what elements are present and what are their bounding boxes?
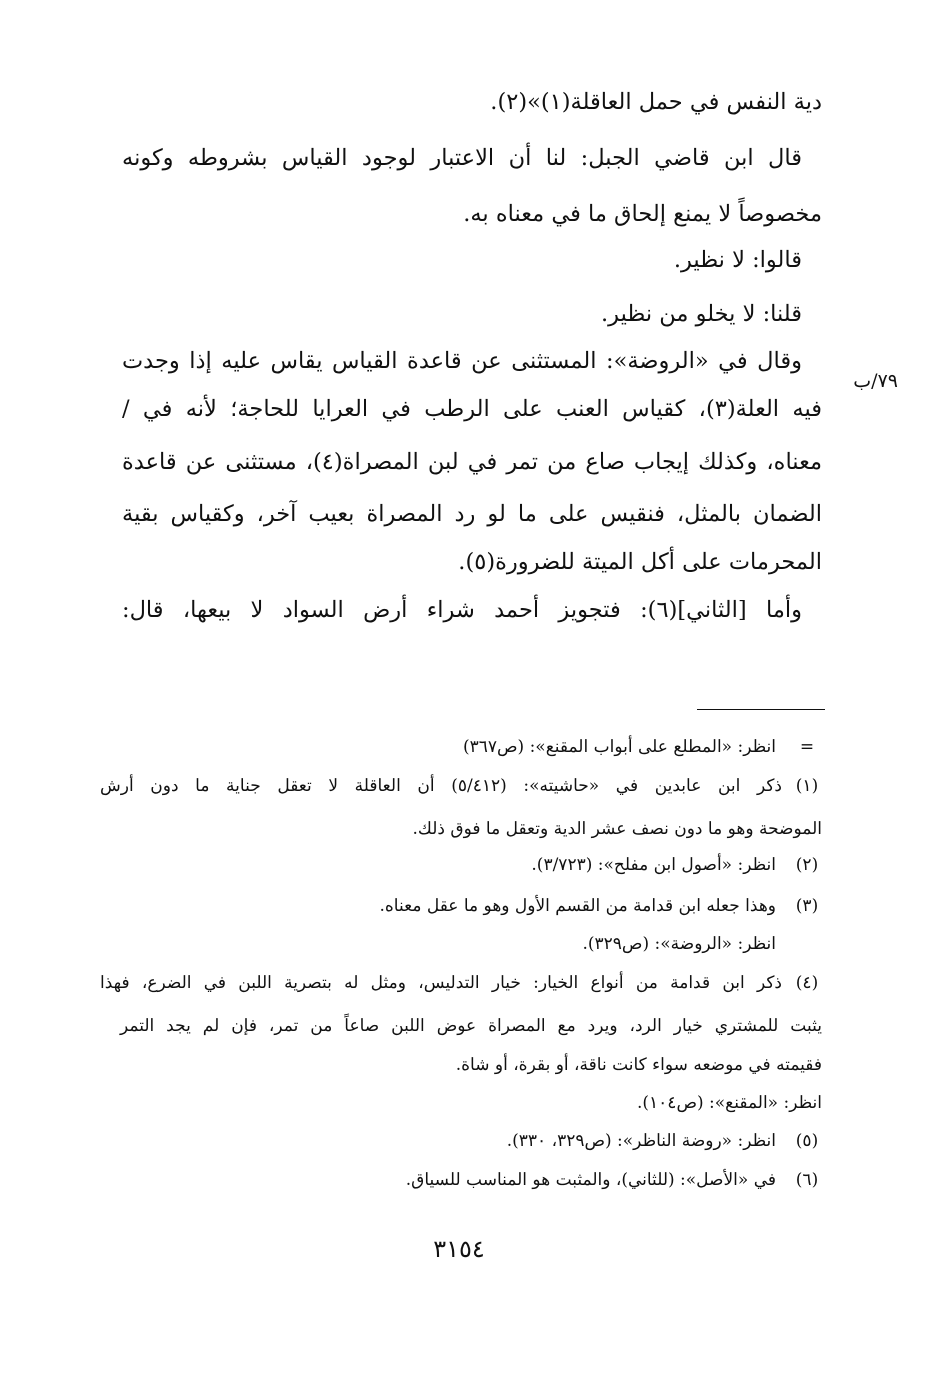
footnote-number: (٣)	[795, 896, 819, 916]
footnote-text: انظر: «أصول ابن مفلح»: (٣/٧٢٣).	[531, 855, 776, 875]
main-text-line: قالوا: لا نظير.	[673, 247, 802, 273]
main-text-line: معناه، وكذلك إيجاب صاع من تمر في لبن المصراة(٤)، مستثنى عن قاعدة	[122, 449, 822, 475]
footnote-text: انظر: «المطلع على أبواب المقنع»: (ص٣٦٧)	[462, 737, 776, 757]
footnote-separator	[697, 709, 825, 710]
footnote-number: (٦)	[795, 1170, 819, 1190]
main-text-line: المحرمات على أكل الميتة للضرورة(٥).	[458, 549, 822, 575]
footnote-number: (٥)	[795, 1131, 819, 1151]
footnote-text: وهذا جعله ابن قدامة من القسم الأول وهو ما عقل معناه.	[379, 896, 776, 916]
footnote-text: انظر: «الروضة»: (ص٣٢٩).	[582, 934, 776, 954]
main-text-line: وقال في «الروضة»: المستثنى عن قاعدة القياس يقاس عليه إذا وجدت	[122, 348, 802, 374]
main-text-line: قلنا: لا يخلو من نظير.	[601, 301, 802, 327]
footnote-text: في «الأصل»: (للثاني)، والمثبت هو المناسب للسياق.	[405, 1170, 776, 1190]
footnote-text: فقيمته في موضعه سواء كانت ناقة، أو بقرة، أو شاة.	[455, 1055, 822, 1075]
footnote-text: يثبت للمشتري خيار الرد، ويرد مع المصراة عوض اللبن صاعاً من تمر، فإن لم يجد التمر	[120, 1016, 822, 1036]
footnote-text: انظر: «روضة الناظر»: (ص٣٢٩، ٣٣٠).	[506, 1131, 776, 1151]
footnote-number: (٤)	[795, 973, 819, 993]
main-text-line: فيه العلة(٣)، كقياس العنب على الرطب في العرايا للحاجة؛ لأنه في /	[122, 396, 822, 422]
footnote-text: الموضحة وهو ما دون نصف عشر الدية وتعقل ما فوق ذلك.	[412, 819, 822, 839]
footnote-text: ذكر ابن قدامة من أنواع الخيار: خيار التدليس، ومثل له بتصرية اللبن في الضرع، فهذا	[100, 973, 782, 993]
main-text-line: الضمان بالمثل، فنقيس على ما لو رد المصراة بعيب آخر، وكقياس بقية	[122, 501, 822, 527]
footnote-number: (٢)	[795, 855, 819, 875]
main-text-line: وأما [الثاني](٦): فتجويز أحمد شراء أرض السواد لا بيعها، قال:	[122, 597, 803, 623]
page-number: ٣١٥٤	[433, 1235, 485, 1263]
main-text-line: دية النفس في حمل العاقلة(١)»(٢).	[490, 89, 822, 115]
main-text-line: قال ابن قاضي الجبل: لنا أن الاعتبار لوجود القياس بشروطه وكونه	[122, 145, 802, 171]
main-text-line: مخصوصاً لا يمنع إلحاق ما في معناه به.	[463, 201, 822, 227]
manuscript-folio-marker: ٧٩/ب	[853, 370, 898, 392]
footnote-number: (١)	[795, 776, 819, 796]
footnote-text: انظر: «المقنع»: (ص١٠٤).	[637, 1093, 822, 1113]
footnote-number: =	[799, 737, 815, 757]
footnote-text: ذكر ابن عابدين في «حاشيته»: (٥/٤١٢) أن العاقلة لا تعقل جناية ما دون أرش	[100, 776, 782, 796]
